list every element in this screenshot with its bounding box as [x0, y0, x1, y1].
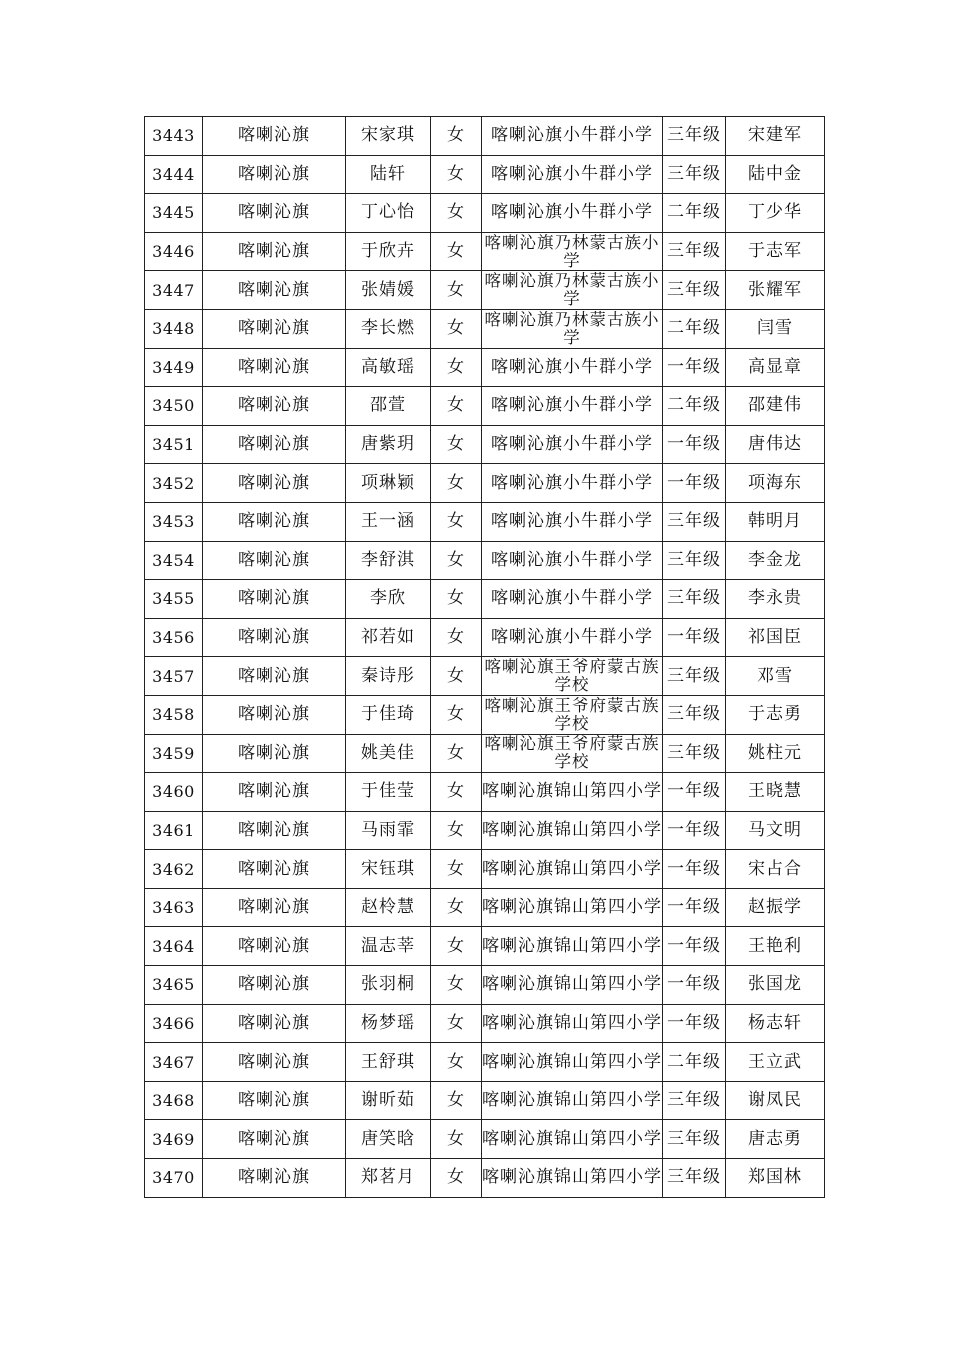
row-number: 3466 [145, 1004, 203, 1043]
row-region: 喀喇沁旗 [203, 1081, 346, 1120]
row-school: 喀喇沁旗锦山第四小学 [482, 1120, 663, 1159]
row-gender: 女 [431, 927, 482, 966]
row-school: 喀喇沁旗小牛群小学 [482, 580, 663, 619]
row-gender: 女 [431, 348, 482, 387]
row-school: 喀喇沁旗王爷府蒙古族学校 [482, 734, 663, 773]
row-grade: 三年级 [663, 502, 726, 541]
row-gender: 女 [431, 1120, 482, 1159]
row-guardian-name: 唐伟达 [726, 425, 825, 464]
row-school: 喀喇沁旗锦山第四小学 [482, 850, 663, 889]
row-student-name: 李舒淇 [346, 541, 431, 580]
row-student-name: 高敏瑶 [346, 348, 431, 387]
table-row [145, 155, 825, 194]
row-region: 喀喇沁旗 [203, 309, 346, 348]
row-gender: 女 [431, 464, 482, 503]
row-school: 喀喇沁旗小牛群小学 [482, 387, 663, 426]
row-number: 3469 [145, 1120, 203, 1159]
row-number: 3464 [145, 927, 203, 966]
row-school: 喀喇沁旗锦山第四小学 [482, 1081, 663, 1120]
table-row [145, 618, 825, 657]
row-gender: 女 [431, 117, 482, 156]
row-student-name: 李欣 [346, 580, 431, 619]
row-guardian-name: 唐志勇 [726, 1120, 825, 1159]
row-number: 3460 [145, 773, 203, 812]
table-row [145, 464, 825, 503]
row-guardian-name: 谢凤民 [726, 1081, 825, 1120]
row-student-name: 杨梦瑶 [346, 1004, 431, 1043]
row-number: 3459 [145, 734, 203, 773]
row-region: 喀喇沁旗 [203, 117, 346, 156]
row-school: 喀喇沁旗锦山第四小学 [482, 1159, 663, 1198]
row-grade: 二年级 [663, 309, 726, 348]
row-grade: 一年级 [663, 464, 726, 503]
row-guardian-name: 宋建军 [726, 117, 825, 156]
table-row [145, 927, 825, 966]
row-guardian-name: 于志军 [726, 232, 825, 271]
table-row [145, 1043, 825, 1082]
row-student-name: 温志莘 [346, 927, 431, 966]
row-number: 3453 [145, 502, 203, 541]
row-region: 喀喇沁旗 [203, 194, 346, 233]
table-row [145, 1081, 825, 1120]
row-grade: 三年级 [663, 734, 726, 773]
row-number: 3443 [145, 117, 203, 156]
row-region: 喀喇沁旗 [203, 1043, 346, 1082]
row-grade: 一年级 [663, 966, 726, 1005]
row-guardian-name: 祁国臣 [726, 618, 825, 657]
row-school: 喀喇沁旗锦山第四小学 [482, 773, 663, 812]
table-row [145, 117, 825, 156]
row-student-name: 陆轩 [346, 155, 431, 194]
row-grade: 三年级 [663, 541, 726, 580]
row-grade: 二年级 [663, 1043, 726, 1082]
row-gender: 女 [431, 1081, 482, 1120]
row-student-name: 于佳琦 [346, 695, 431, 734]
row-gender: 女 [431, 618, 482, 657]
row-number: 3447 [145, 271, 203, 310]
row-region: 喀喇沁旗 [203, 888, 346, 927]
row-gender: 女 [431, 194, 482, 233]
table-row [145, 773, 825, 812]
row-school: 喀喇沁旗小牛群小学 [482, 117, 663, 156]
row-student-name: 秦诗彤 [346, 657, 431, 696]
table-row [145, 888, 825, 927]
row-number: 3445 [145, 194, 203, 233]
row-grade: 三年级 [663, 232, 726, 271]
row-school: 喀喇沁旗锦山第四小学 [482, 1004, 663, 1043]
row-school: 喀喇沁旗锦山第四小学 [482, 811, 663, 850]
row-school: 喀喇沁旗小牛群小学 [482, 425, 663, 464]
table-row [145, 695, 825, 734]
row-guardian-name: 王晓慧 [726, 773, 825, 812]
row-guardian-name: 邓雪 [726, 657, 825, 696]
row-student-name: 王舒琪 [346, 1043, 431, 1082]
row-number: 3461 [145, 811, 203, 850]
row-student-name: 马雨霏 [346, 811, 431, 850]
row-grade: 一年级 [663, 348, 726, 387]
row-student-name: 宋钰琪 [346, 850, 431, 889]
row-grade: 一年级 [663, 1004, 726, 1043]
row-region: 喀喇沁旗 [203, 734, 346, 773]
row-gender: 女 [431, 1043, 482, 1082]
row-school: 喀喇沁旗小牛群小学 [482, 464, 663, 503]
row-grade: 三年级 [663, 117, 726, 156]
row-region: 喀喇沁旗 [203, 927, 346, 966]
row-number: 3454 [145, 541, 203, 580]
row-region: 喀喇沁旗 [203, 271, 346, 310]
row-guardian-name: 闫雪 [726, 309, 825, 348]
row-school: 喀喇沁旗乃林蒙古族小学 [482, 271, 663, 310]
row-number: 3446 [145, 232, 203, 271]
row-guardian-name: 赵振学 [726, 888, 825, 927]
table-row [145, 1120, 825, 1159]
row-guardian-name: 于志勇 [726, 695, 825, 734]
table-row [145, 271, 825, 310]
row-grade: 三年级 [663, 1159, 726, 1198]
row-student-name: 唐笑晗 [346, 1120, 431, 1159]
roster-table [144, 116, 825, 1198]
row-number: 3457 [145, 657, 203, 696]
table-row [145, 811, 825, 850]
row-guardian-name: 高显章 [726, 348, 825, 387]
row-school: 喀喇沁旗小牛群小学 [482, 502, 663, 541]
row-school: 喀喇沁旗小牛群小学 [482, 155, 663, 194]
row-number: 3468 [145, 1081, 203, 1120]
row-gender: 女 [431, 155, 482, 194]
row-gender: 女 [431, 695, 482, 734]
row-number: 3452 [145, 464, 203, 503]
row-gender: 女 [431, 541, 482, 580]
row-region: 喀喇沁旗 [203, 1120, 346, 1159]
row-number: 3448 [145, 309, 203, 348]
row-region: 喀喇沁旗 [203, 695, 346, 734]
table-row [145, 232, 825, 271]
table-row [145, 1159, 825, 1198]
row-region: 喀喇沁旗 [203, 541, 346, 580]
row-student-name: 郑茗月 [346, 1159, 431, 1198]
row-grade: 一年级 [663, 888, 726, 927]
row-guardian-name: 马文明 [726, 811, 825, 850]
row-guardian-name: 姚柱元 [726, 734, 825, 773]
row-number: 3467 [145, 1043, 203, 1082]
row-gender: 女 [431, 232, 482, 271]
table-row [145, 966, 825, 1005]
row-grade: 一年级 [663, 773, 726, 812]
row-student-name: 谢昕茹 [346, 1081, 431, 1120]
row-gender: 女 [431, 425, 482, 464]
row-student-name: 唐紫玥 [346, 425, 431, 464]
row-region: 喀喇沁旗 [203, 232, 346, 271]
table-row [145, 657, 825, 696]
row-school: 喀喇沁旗锦山第四小学 [482, 888, 663, 927]
row-school: 喀喇沁旗小牛群小学 [482, 194, 663, 233]
table-row [145, 387, 825, 426]
row-number: 3463 [145, 888, 203, 927]
row-student-name: 姚美佳 [346, 734, 431, 773]
row-student-name: 张羽桐 [346, 966, 431, 1005]
row-gender: 女 [431, 271, 482, 310]
table-row [145, 734, 825, 773]
row-school: 喀喇沁旗锦山第四小学 [482, 927, 663, 966]
row-gender: 女 [431, 850, 482, 889]
row-region: 喀喇沁旗 [203, 811, 346, 850]
row-gender: 女 [431, 1004, 482, 1043]
row-region: 喀喇沁旗 [203, 618, 346, 657]
row-student-name: 于佳莹 [346, 773, 431, 812]
row-grade: 一年级 [663, 850, 726, 889]
row-gender: 女 [431, 811, 482, 850]
table-row [145, 309, 825, 348]
row-region: 喀喇沁旗 [203, 1159, 346, 1198]
row-gender: 女 [431, 387, 482, 426]
row-region: 喀喇沁旗 [203, 425, 346, 464]
row-student-name: 张婧媛 [346, 271, 431, 310]
row-guardian-name: 邵建伟 [726, 387, 825, 426]
row-number: 3470 [145, 1159, 203, 1198]
row-grade: 一年级 [663, 811, 726, 850]
table-row [145, 502, 825, 541]
row-gender: 女 [431, 309, 482, 348]
row-number: 3465 [145, 966, 203, 1005]
row-guardian-name: 王立武 [726, 1043, 825, 1082]
row-student-name: 邵萱 [346, 387, 431, 426]
row-guardian-name: 李金龙 [726, 541, 825, 580]
row-student-name: 于欣卉 [346, 232, 431, 271]
row-gender: 女 [431, 734, 482, 773]
row-grade: 三年级 [663, 271, 726, 310]
table-row [145, 850, 825, 889]
row-guardian-name: 丁少华 [726, 194, 825, 233]
row-number: 3444 [145, 155, 203, 194]
row-guardian-name: 项海东 [726, 464, 825, 503]
roster-body [145, 117, 825, 1198]
row-number: 3450 [145, 387, 203, 426]
row-gender: 女 [431, 657, 482, 696]
row-region: 喀喇沁旗 [203, 657, 346, 696]
row-region: 喀喇沁旗 [203, 966, 346, 1005]
row-number: 3456 [145, 618, 203, 657]
row-region: 喀喇沁旗 [203, 502, 346, 541]
row-student-name: 宋家琪 [346, 117, 431, 156]
row-grade: 一年级 [663, 927, 726, 966]
row-region: 喀喇沁旗 [203, 1004, 346, 1043]
row-grade: 二年级 [663, 194, 726, 233]
row-guardian-name: 张耀军 [726, 271, 825, 310]
row-gender: 女 [431, 966, 482, 1005]
row-guardian-name: 韩明月 [726, 502, 825, 541]
row-student-name: 李长燃 [346, 309, 431, 348]
row-school: 喀喇沁旗王爷府蒙古族学校 [482, 657, 663, 696]
row-guardian-name: 宋占合 [726, 850, 825, 889]
row-student-name: 祁若如 [346, 618, 431, 657]
row-guardian-name: 王艳利 [726, 927, 825, 966]
row-school: 喀喇沁旗锦山第四小学 [482, 1043, 663, 1082]
row-region: 喀喇沁旗 [203, 155, 346, 194]
row-guardian-name: 杨志轩 [726, 1004, 825, 1043]
row-gender: 女 [431, 502, 482, 541]
row-guardian-name: 李永贵 [726, 580, 825, 619]
row-student-name: 赵柃慧 [346, 888, 431, 927]
row-number: 3458 [145, 695, 203, 734]
row-region: 喀喇沁旗 [203, 580, 346, 619]
table-row [145, 580, 825, 619]
row-school: 喀喇沁旗乃林蒙古族小学 [482, 232, 663, 271]
row-school: 喀喇沁旗锦山第四小学 [482, 966, 663, 1005]
row-grade: 三年级 [663, 1081, 726, 1120]
row-number: 3451 [145, 425, 203, 464]
row-school: 喀喇沁旗小牛群小学 [482, 348, 663, 387]
row-grade: 一年级 [663, 618, 726, 657]
row-grade: 三年级 [663, 695, 726, 734]
row-gender: 女 [431, 580, 482, 619]
row-number: 3455 [145, 580, 203, 619]
row-school: 喀喇沁旗小牛群小学 [482, 618, 663, 657]
row-grade: 三年级 [663, 657, 726, 696]
row-region: 喀喇沁旗 [203, 348, 346, 387]
row-guardian-name: 郑国林 [726, 1159, 825, 1198]
row-number: 3449 [145, 348, 203, 387]
table-row [145, 1004, 825, 1043]
row-school: 喀喇沁旗王爷府蒙古族学校 [482, 695, 663, 734]
row-region: 喀喇沁旗 [203, 850, 346, 889]
row-student-name: 王一涵 [346, 502, 431, 541]
row-grade: 三年级 [663, 155, 726, 194]
row-student-name: 项琳颖 [346, 464, 431, 503]
row-number: 3462 [145, 850, 203, 889]
row-grade: 一年级 [663, 425, 726, 464]
row-gender: 女 [431, 773, 482, 812]
table-row [145, 425, 825, 464]
row-school: 喀喇沁旗乃林蒙古族小学 [482, 309, 663, 348]
row-gender: 女 [431, 1159, 482, 1198]
row-region: 喀喇沁旗 [203, 773, 346, 812]
row-guardian-name: 陆中金 [726, 155, 825, 194]
row-student-name: 丁心怡 [346, 194, 431, 233]
row-region: 喀喇沁旗 [203, 464, 346, 503]
table-row [145, 348, 825, 387]
row-school: 喀喇沁旗小牛群小学 [482, 541, 663, 580]
row-grade: 三年级 [663, 1120, 726, 1159]
row-grade: 三年级 [663, 580, 726, 619]
table-row [145, 541, 825, 580]
row-guardian-name: 张国龙 [726, 966, 825, 1005]
row-region: 喀喇沁旗 [203, 387, 346, 426]
row-grade: 二年级 [663, 387, 726, 426]
table-row [145, 194, 825, 233]
row-gender: 女 [431, 888, 482, 927]
